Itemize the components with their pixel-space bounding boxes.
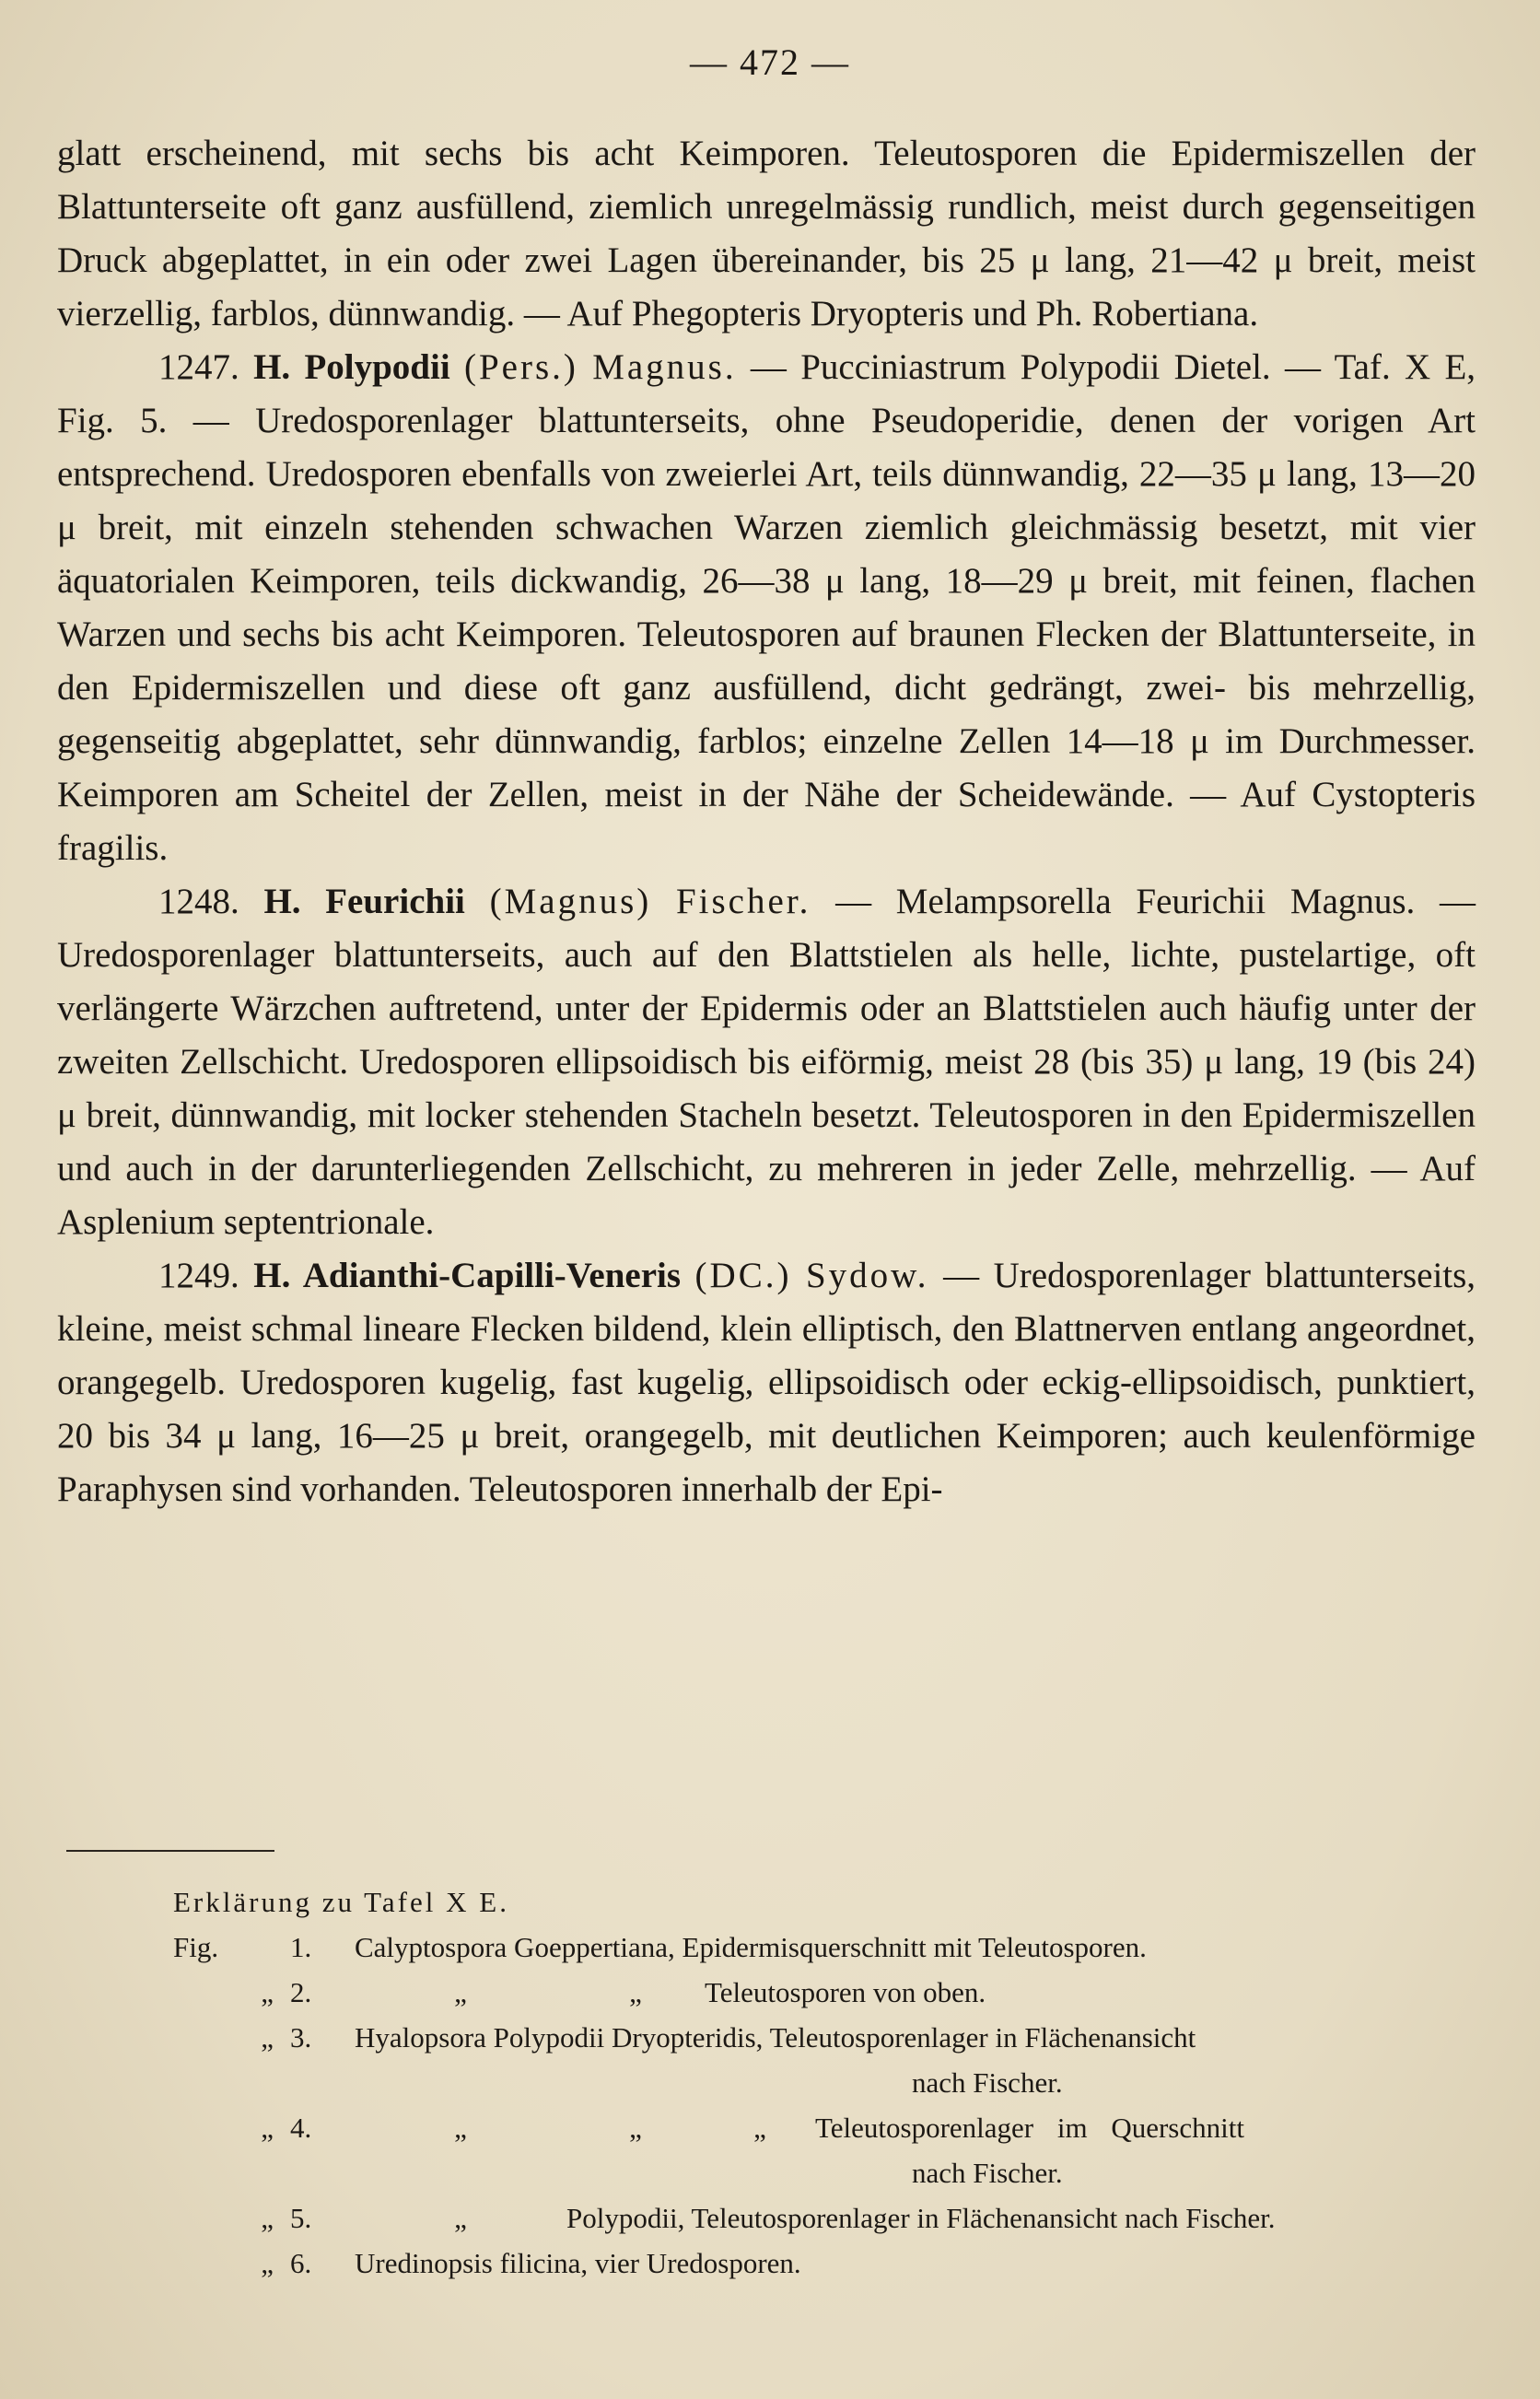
figure-label: Fig.	[173, 1931, 219, 1963]
figure-number: 5.	[290, 2202, 312, 2234]
ditto-mark: „	[454, 2202, 467, 2234]
species-name: H. Feurichii	[263, 882, 465, 921]
figure-caption-row	[57, 2195, 1476, 2241]
figure-caption: Teleutosporen von oben.	[705, 1976, 986, 2008]
figure-caption: Uredinopsis filicina, vier Uredosporen.	[355, 2247, 801, 2279]
page-number: — 472 —	[690, 41, 850, 83]
figure-caption: Polypodii, Teleutosporenlager in Flächenansicht nach Fischer.	[566, 2202, 1276, 2234]
figure-caption-continuation: nach Fischer.	[912, 2157, 1063, 2189]
main-text	[57, 127, 1476, 1516]
figure-caption-row	[57, 1925, 1476, 1970]
plate-explanation	[57, 1879, 1476, 2286]
ditto-mark: „	[753, 2112, 766, 2144]
figure-caption-continuation: nach Fischer.	[912, 2066, 1063, 2099]
figure-number: 3.	[290, 2021, 312, 2054]
figure-caption-row	[57, 2105, 1476, 2150]
author-primary: (Pers.)	[463, 347, 578, 387]
author-secondary: Magnus.	[592, 347, 737, 387]
footnote-divider	[66, 1850, 274, 1852]
author-primary: (DC.)	[694, 1256, 792, 1295]
author-primary: (Magnus)	[489, 882, 652, 921]
figure-number: 4.	[290, 2112, 312, 2144]
figure-label: „	[261, 1976, 274, 2008]
figure-caption: Hyalopsora Polypodii Dryopteridis, Teleutosporenlager in Flächenansicht	[355, 2021, 1196, 2054]
figure-caption-row	[57, 1970, 1476, 2015]
paragraph-continuation: glatt erscheinend, mit sechs bis acht Keimporen. Teleutosporen die Epidermiszellen der Blattunterseite oft ganz ausfüllend, ziemlich unregelmässig rundlich, meist durch gegenseitigen Druck abgeplattet, in ein oder zwei Lagen übereinander, bis 25 μ lang, 21—42 μ breit, meist vierzellig, farblos, dünnwandig. — Auf Phegopteris Dryopteris und Ph. Robertiana.	[57, 134, 1476, 334]
species-description: — Melampsorella Feurichii Magnus. — Uredosporenlager blattunterseits, auch auf den Blattstielen als helle, lichte, pustelartige, oft verlängerte Wärzchen auftretend, unter der Epidermis oder an Blattstielen auch häufig unter der zweiten Zellschicht. Uredosporen ellipsoidisch bis eiförmig, meist 28 (bis 35) μ lang, 19 (bis 24) μ breit, dünnwandig, mit locker stehenden Stacheln besetzt. Teleutosporen in den Epidermiszellen und auch in der darunterliegenden Zellschicht, zu mehreren in jeder Zelle, mehrzellig. — Auf Asplenium septentrionale.	[57, 882, 1476, 1242]
figure-label: „	[261, 2021, 274, 2054]
ditto-mark: „	[454, 1976, 467, 2008]
species-description: — Uredosporenlager blattunterseits, kleine, meist schmal lineare Flecken bildend, klein elliptisch, den Blattnerven entlang angeordnet, orangegelb. Uredosporen kugelig, fast kugelig, ellipsoidisch oder eckig-ellipsoidisch, punktiert, 20 bis 34 μ lang, 16—25 μ breit, orangegelb, mit deutlichen Keimporen; auch keulenförmige Paraphysen sind vorhanden. Teleutosporen innerhalb der Epi-	[57, 1256, 1476, 1509]
figure-label: „	[261, 2202, 274, 2234]
figure-number: 1.	[290, 1931, 312, 1963]
figure-label: „	[261, 2247, 274, 2279]
species-name: H. Adianthi-Capilli-Veneris	[253, 1256, 682, 1295]
entry-number: 1249.	[158, 1256, 239, 1295]
species-entry-1247	[57, 341, 1476, 875]
species-name: H. Polypodii	[253, 347, 450, 387]
figure-caption: Calyptospora Goeppertiana, Epidermisquerschnitt mit Teleutosporen.	[355, 1931, 1147, 1963]
entry-number: 1247.	[158, 347, 239, 387]
species-entry-1248	[57, 875, 1476, 1249]
plate-explanation-title: Erklärung zu Tafel X E.	[173, 1886, 509, 1918]
figure-label: „	[261, 2112, 274, 2144]
figure-number: 6.	[290, 2247, 312, 2279]
author-secondary: Fischer.	[675, 882, 811, 921]
species-entry-1249	[57, 1249, 1476, 1516]
figure-number: 2.	[290, 1976, 312, 2008]
ditto-mark: „	[454, 2112, 467, 2144]
figure-caption-row	[57, 2241, 1476, 2286]
figure-caption: Teleutosporenlager im Querschnitt	[815, 2112, 1244, 2144]
ditto-mark: „	[629, 2112, 642, 2144]
figure-caption-row	[57, 2015, 1476, 2060]
species-description: — Pucciniastrum Polypodii Dietel. — Taf. X E, Fig. 5. — Uredosporenlager blattunterseits, ohne Pseudoperidie, denen der vorigen Art entsprechend. Uredosporen ebenfalls von zweierlei Art, teils dünnwandig, 22—35 μ lang, 13—20 μ breit, mit einzeln stehenden schwachen Warzen ziemlich gleichmässig besetzt, mit vier äquatorialen Keimporen, teils dickwandig, 26—38 μ lang, 18—29 μ breit, mit feinen, flachen Warzen und sechs bis acht Keimporen. Teleutosporen auf braunen Flecken der Blattunterseite, in den Epidermiszellen und diese oft ganz ausfüllend, dicht gedrängt, zwei- bis mehrzellig, gegenseitig abgeplattet, sehr dünnwandig, farblos; einzelne Zellen 14—18 μ im Durchmesser. Keimporen am Scheitel der Zellen, meist in der Nähe der Scheidewände. — Auf Cystopteris fragilis.	[57, 347, 1476, 868]
ditto-mark: „	[629, 1976, 642, 2008]
author-secondary: Sydow.	[805, 1256, 929, 1295]
entry-number: 1248.	[158, 882, 239, 921]
